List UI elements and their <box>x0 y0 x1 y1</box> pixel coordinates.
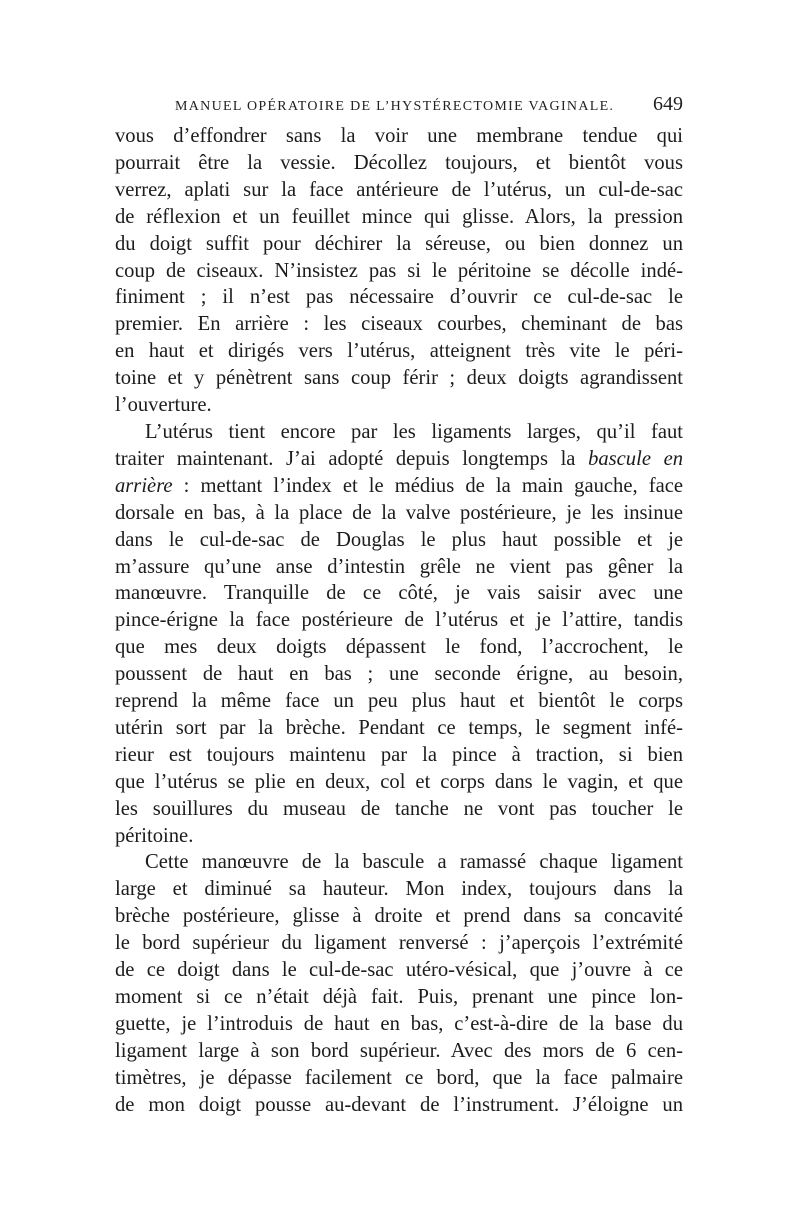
italic-term: arrière <box>115 474 173 497</box>
running-title: MANUEL OPÉRATOIRE DE L’HYSTÉRECTOMIE VAGINALE. <box>175 99 615 114</box>
text-line: péritoine. <box>115 824 194 847</box>
text-line: dorsale en bas, à la place de la valve postérieure, je les insinue <box>115 501 683 524</box>
book-page <box>115 93 683 1119</box>
text-line: dans le cul-de-sac de Douglas le plus haut possible et je <box>115 528 683 551</box>
body-text <box>115 123 683 1119</box>
text-line: guette, je l’introduis de haut en bas, c’est-à-dire de la base du <box>115 1012 683 1035</box>
italic-term: bascule en <box>588 447 684 470</box>
text-line: pince-érigne la face postérieure de l’utérus et je l’attire, tandis <box>115 609 683 632</box>
text-line: moment si ce n’était déjà fait. Puis, prenant une pince lon- <box>115 986 683 1008</box>
text-line: premier. En arrière : les ciseaux courbes, cheminant de bas <box>115 313 683 336</box>
text-line: reprend la même face un peu plus haut et bientôt le corps <box>115 690 683 713</box>
text-line: vous d’effondrer sans la voir une membrane tendue qui <box>115 125 683 147</box>
text-line: de ce doigt dans le cul-de-sac utéro-vésical, que j’ouvre à ce <box>115 959 683 982</box>
text-line: Cette manœuvre de la bascule a ramassé chaque ligament <box>145 851 683 874</box>
text-line: pourrait être la vessie. Décollez toujours, et bientôt vous <box>115 151 683 174</box>
text-line: manœuvre. Tranquille de ce côté, je vais saisir avec une <box>115 582 683 605</box>
text-line: que mes deux doigts dépassent le fond, l’accrochent, le <box>115 636 683 659</box>
text-line: le bord supérieur du ligament renversé : j’aperçois l’extrémité <box>115 932 683 955</box>
text-line: l’ouverture. <box>115 394 212 417</box>
text-line: les souillures du museau de tanche ne vont pas toucher le <box>115 797 683 820</box>
text-line: brèche postérieure, glisse à droite et prend dans sa concavité <box>115 905 683 928</box>
text-line: ligament large à son bord supérieur. Avec des mors de 6 cen- <box>115 1039 683 1062</box>
text-line: de mon doigt pousse au-devant de l’instrument. J’éloigne un <box>115 1093 683 1116</box>
text-line: utérin sort par la brèche. Pendant ce temps, le segment infé- <box>115 716 683 739</box>
text-line: finiment ; il n’est pas nécessaire d’ouvrir ce cul-de-sac le <box>115 286 683 309</box>
text-line: rieur est toujours maintenu par la pince à traction, si bien <box>115 743 683 766</box>
paragraph-3 <box>115 849 683 1118</box>
text-run: : mettant l’index et le médius de la main gauche, face <box>172 474 683 497</box>
text-line-with-italic <box>115 473 683 500</box>
text-line: du doigt suffit pour déchirer la séreuse, ou bien donnez un <box>115 232 683 255</box>
text-line: de réflexion et un feuillet mince qui glisse. Alors, la pression <box>115 205 683 228</box>
text-line: L’utérus tient encore par les ligaments larges, qu’il faut <box>145 420 683 443</box>
text-line: que l’utérus se plie en deux, col et corps dans le vagin, et que <box>115 770 683 793</box>
running-header <box>115 93 683 123</box>
text-line: verrez, aplati sur la face antérieure de l’utérus, un cul-de-sac <box>115 178 683 201</box>
text-run: traiter maintenant. J’ai adopté depuis longtemps la <box>115 447 589 470</box>
paragraph-2 <box>115 419 683 850</box>
text-line: toine et y pénètrent sans coup férir ; deux doigts agrandissent <box>115 367 683 390</box>
text-line: poussent de haut en bas ; une seconde érigne, au besoin, <box>115 663 683 686</box>
text-line: m’assure qu’une anse d’intestin grêle ne vient pas gêner la <box>115 555 683 578</box>
paragraph-1 <box>115 123 683 419</box>
page-number: 649 <box>653 93 683 115</box>
text-line: en haut et dirigés vers l’utérus, atteignent très vite le péri- <box>115 340 683 363</box>
text-line: timètres, je dépasse facilement ce bord, que la face palmaire <box>115 1066 683 1089</box>
text-line-with-italic <box>115 446 683 473</box>
text-line: coup de ciseaux. N’insistez pas si le péritoine se décolle indé- <box>115 259 683 282</box>
text-line: large et diminué sa hauteur. Mon index, toujours dans la <box>115 878 683 901</box>
